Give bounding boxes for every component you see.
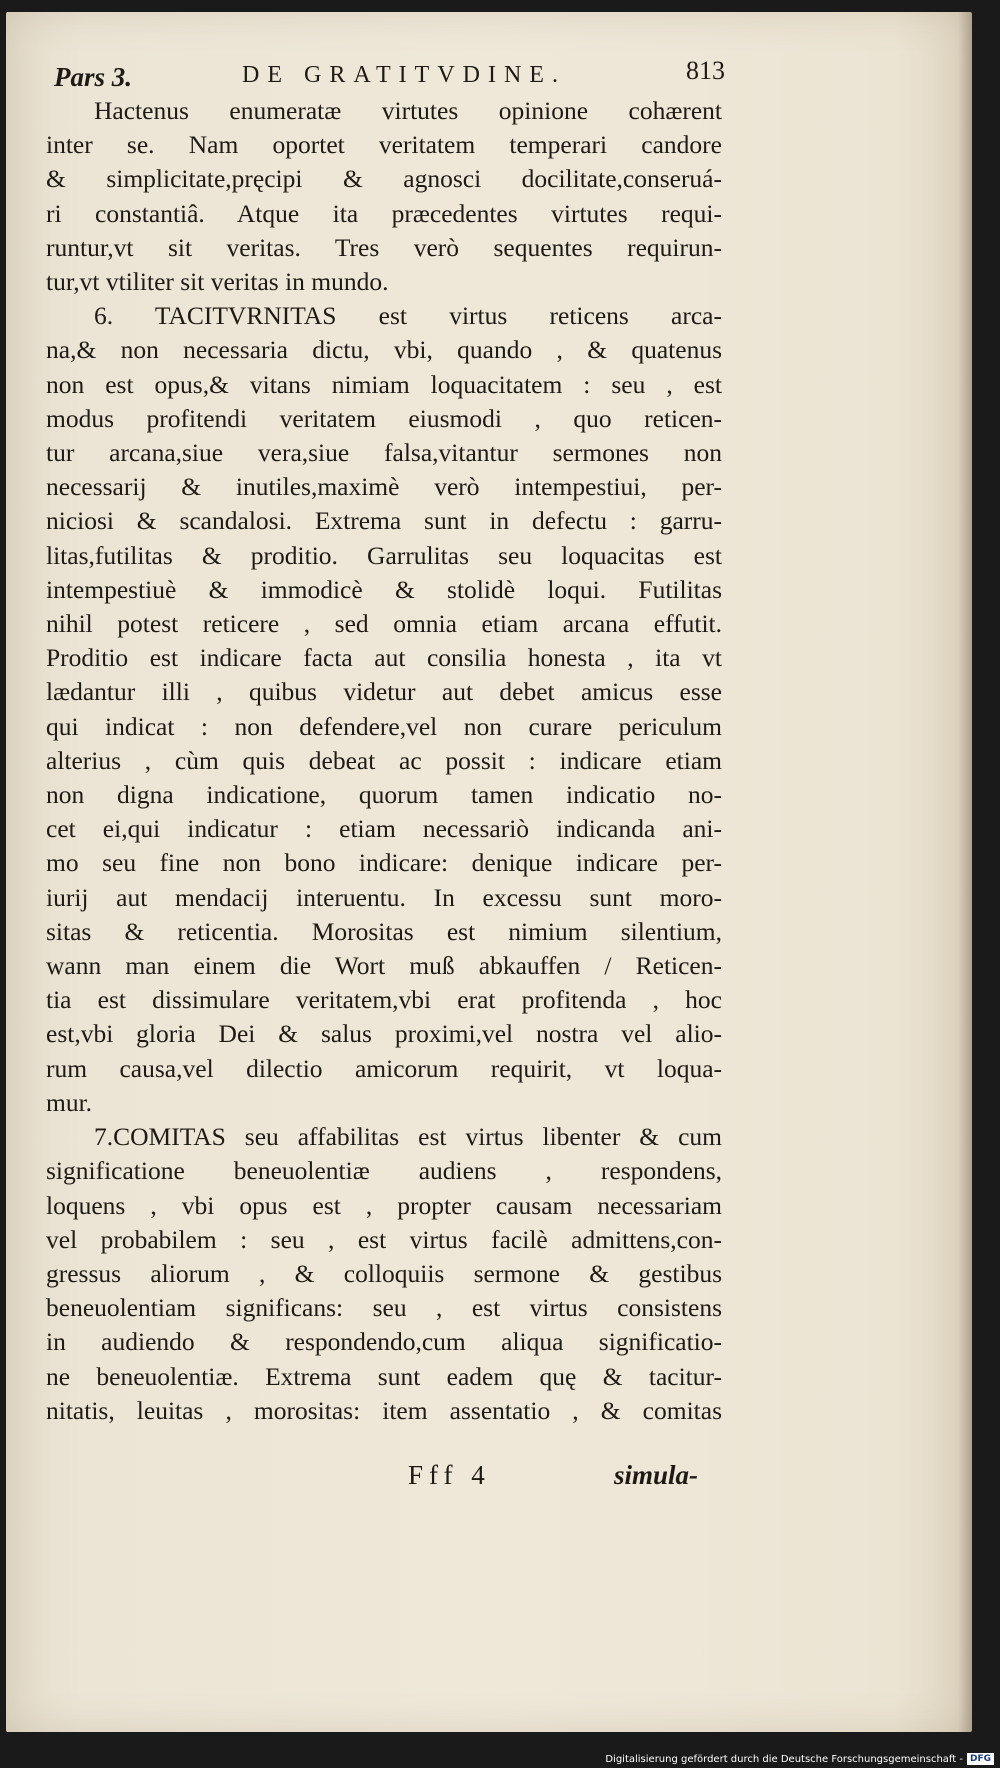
text-line: runtur,vt sit veritas. Tres verò sequentes requirun- [46, 232, 722, 262]
text-line: Proditio est indicare facta aut consilia honesta , ita vt [46, 643, 722, 673]
text-line: na,& non necessaria dictu, vbi, quando , & quatenus [46, 335, 722, 365]
funding-notice-text: Digitalisierung gefördert durch die Deutsche Forschungsgemeinschaft - [605, 1753, 963, 1765]
text-line: vel probabilem : seu , est virtus facilè admittens,con- [46, 1224, 722, 1254]
dfg-logo-icon: DFG [967, 1753, 994, 1765]
text-line: ne beneuolentiæ. Extrema sunt eadem quę & tacitur- [46, 1361, 722, 1391]
body-text [46, 94, 722, 1428]
text-line: wann man einem die Wort muß abkauffen / Reticen- [46, 951, 722, 981]
text-line: lædantur illi , quibus videtur aut debet amicus esse [46, 677, 722, 707]
text-line: rum causa,vel dilectio amicorum requirit, vt loqua- [46, 1053, 722, 1083]
signature-mark: Fff 4 [408, 1460, 491, 1490]
running-title: DE GRATITVDINE. [242, 62, 566, 88]
text-line: tur arcana,siue vera,siue falsa,vitantur sermones non [46, 438, 722, 468]
text-line: inter se. Nam oportet veritatem temperari candore [46, 130, 722, 160]
text-line: est,vbi gloria Dei & salus proximi,vel nostra vel alio- [46, 1019, 722, 1049]
text-line: mur. [46, 1087, 93, 1117]
text-line: tur,vt vtiliter sit veritas in mundo. [46, 267, 389, 297]
text-line: alterius , cùm quis debeat ac possit : indicare etiam [46, 745, 722, 775]
text-line: ri constantiâ. Atque ita præcedentes virtutes requi- [46, 198, 722, 228]
text-line: qui indicat : non defendere,vel non curare periculum [46, 711, 722, 741]
text-line: 6. TACITVRNITAS est virtus reticens arca- [94, 301, 722, 331]
running-head [46, 52, 725, 92]
text-line: non digna indicatione, quorum tamen indicatio no- [46, 780, 722, 810]
text-line: gressus aliorum , & colloquiis sermone & gestibus [46, 1258, 722, 1288]
text-line: beneuolentiam significans: seu , est virtus consistens [46, 1293, 722, 1323]
catchword: simula- [614, 1460, 699, 1490]
funding-notice [605, 1753, 994, 1765]
text-line: intempestiuè & immodicè & stolidè loqui. Futilitas [46, 574, 722, 604]
text-line: 7.COMITAS seu affabilitas est virtus libenter & cum [94, 1122, 722, 1152]
text-line: loquens , vbi opus est , propter causam necessariam [46, 1190, 722, 1220]
text-line: nitatis, leuitas , morositas: item assentatio , & comitas [46, 1395, 722, 1425]
text-line: nihil potest reticere , sed omnia etiam arcana effutit. [46, 609, 722, 639]
text-line: iurij aut mendacij interuentu. In excessu sunt moro- [46, 882, 722, 912]
text-line: modus profitendi veritatem eiusmodi , quo reticen- [46, 403, 722, 433]
text-line: Hactenus enumeratæ virtutes opinione cohærent [94, 96, 722, 125]
page-footer [46, 1460, 722, 1500]
text-line: in audiendo & respondendo,cum aliqua significatio- [46, 1327, 722, 1357]
text-line: non est opus,& vitans nimiam loquacitatem : seu , est [46, 369, 722, 399]
text-line: mo seu fine non bono indicare: denique indicare per- [46, 848, 722, 878]
text-line: significatione beneuolentiæ audiens , respondens, [46, 1156, 722, 1186]
text-block [46, 52, 725, 1428]
text-line: tia est dissimulare veritatem,vbi erat profitenda , hoc [46, 985, 722, 1015]
part-label: Pars 3. [54, 62, 133, 92]
text-line: cet ei,qui indicatur : etiam necessariò indicanda ani- [46, 814, 722, 844]
text-line: & simplicitate,pręcipi & agnosci docilitate,conseruá- [46, 164, 722, 194]
text-line: necessarij & inutiles,maximè verò intempestiui, per- [46, 472, 722, 502]
page-number: 813 [686, 56, 725, 85]
text-line: sitas & reticentia. Morositas est nimium silentium, [46, 916, 722, 946]
book-page [6, 12, 972, 1732]
text-line: litas,futilitas & proditio. Garrulitas seu loquacitas est [46, 540, 722, 570]
text-line: niciosi & scandalosi. Extrema sunt in defectu : garru- [46, 506, 722, 536]
